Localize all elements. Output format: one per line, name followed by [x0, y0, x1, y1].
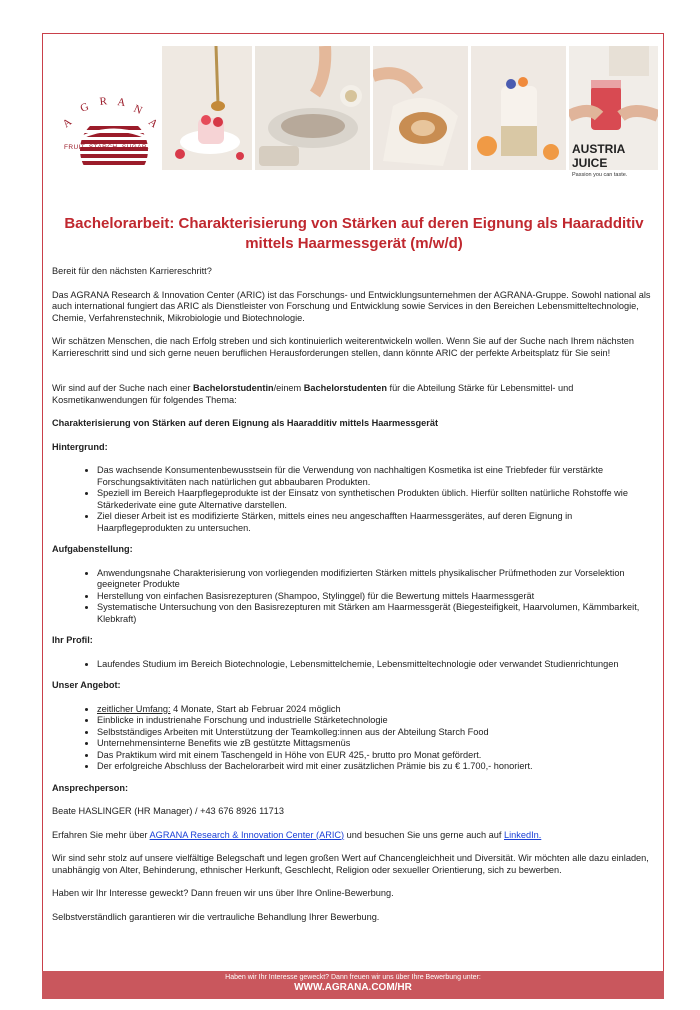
search-bold-male: Bachelorstudenten	[303, 383, 387, 393]
background-heading: Hintergrund:	[52, 441, 108, 452]
partner-title-line-1: AUSTRIA	[572, 142, 626, 156]
svg-text:N: N	[131, 102, 144, 117]
contact-heading: Ansprechperson:	[52, 782, 129, 793]
list-item: • Selbstständiges Arbeiten mit Unterstützung der Teamkolleg:innen aus der Abteilung Starch Food	[97, 727, 658, 739]
topic-heading: Charakterisierung von Stärken auf deren Eignung als Haaradditiv mittels Haarmessgerät	[52, 418, 439, 428]
svg-text:G: G	[78, 100, 91, 115]
confidentiality-note: Selbstverständlich garantieren wir die vertrauliche Behandlung Ihrer Bewerbung.	[52, 911, 380, 922]
scope-label: zeitlicher Umfang:	[97, 703, 171, 714]
intro-people: Wir schätzen Menschen, die nach Erfolg streben und sich kontinuierlich weiterentwickeln wollen. Wenn Sie auf der Suche nach Ihrem nächsten Karriereschritt sind und sich gerne neuen beruflichen Herausforderungen stellen, dann könnte ARIC der perfekte Arbeitsplatz für Sie sein!	[52, 336, 635, 358]
apply-invitation: Haben wir Ihr Interesse geweckt? Dann freuen wir uns über Ihre Online-Bewerbung.	[52, 888, 394, 898]
profile-heading: Ihr Profil:	[52, 635, 93, 645]
partner-title-line-2: JUICE	[572, 156, 608, 170]
list-item: • Laufendes Studium im Bereich Biotechnologie, Lebensmittelchemie, Lebensmitteltechnologie oder verwandet Studienrichtungen	[97, 659, 658, 671]
agrana-logo	[60, 86, 170, 196]
list-item: • Einblicke in industrienahe Forschung und industrielle Stärketechnologie	[97, 715, 658, 727]
diversity-statement: Wir sind sehr stolz auf unsere vielfältige Belegschaft und legen großen Wert auf Chancengleichheit und Diversität. Wir möchten alle dazu einladen, unabhängig von Alter, Behinderung, ethnischer Herkunft, Geschlecht, Religion oder sexueller Orientierung, sich zu bewerben.	[52, 853, 649, 875]
scope-value: 4 Monate, Start ab Februar 2024 möglich	[170, 703, 341, 714]
offer-heading: Unser Angebot:	[52, 680, 121, 690]
intro-search	[52, 383, 658, 406]
list-item: • Anwendungsnahe Charakterisierung von vorliegenden modifizierten Stärken mittels physikalischer Prüfmethoden zur Vorselektion geeigneter Produkte	[97, 568, 658, 591]
more-info	[52, 830, 658, 842]
search-text-a: Wir sind auf der Suche nach einer	[52, 383, 193, 393]
food-photo-1	[162, 46, 252, 170]
job-title: Bachelorarbeit: Charakterisierung von Stärken auf deren Eignung als Haaradditiv mittels Haarmessgerät (m/w/d)	[64, 215, 644, 252]
offer-list	[52, 704, 658, 773]
tasks-list	[52, 568, 658, 626]
svg-text:A: A	[60, 116, 75, 131]
food-photo-3	[373, 46, 468, 170]
logo-tagline: FRUIT. STARCH. SUGAR.	[64, 144, 150, 151]
list-item: • Das wachsende Konsumentenbewusstsein für die Verwendung von nachhaltigen Kosmetika ist eine Triebfeder für verstärkte Forschungsaktivitäten nach natürlichen gut abbaubaren Produkten.	[97, 465, 658, 488]
job-description	[52, 266, 658, 935]
search-bold-female: Bachelorstudentin	[192, 383, 274, 393]
footer-banner	[42, 971, 664, 999]
list-item	[97, 704, 658, 716]
svg-text:R: R	[99, 95, 108, 108]
list-item: • Das Praktikum wird mit einem Taschengeld in Höhe von EUR 425,- brutto pro Monat gefördert.	[97, 750, 658, 762]
more-text-a: Erfahren Sie mehr über	[52, 829, 150, 840]
list-item: • Herstellung von einfachen Basisrezepturen (Shampoo, Stylinggel) für die Bewertung mittels Haarmessgerät	[97, 591, 658, 603]
background-list	[52, 465, 658, 534]
search-text-c: /einem	[273, 383, 304, 393]
tasks-heading: Aufgabenstellung:	[52, 544, 133, 554]
list-item: • Der erfolgreiche Abschluss der Bachelorarbeit wird mit einer zusätzlichen Prämie bis zu € 1.700,- honoriert.	[97, 761, 658, 773]
austria-juice-logo	[572, 142, 656, 178]
search-text-e: für die Abteilung Stärke für Lebensmittel- und Kosmetikanwendungen für folgendes Thema:	[52, 383, 574, 405]
more-text-b: und besuchen Sie uns gerne auch auf	[344, 829, 504, 840]
list-item: • Speziell im Bereich Haarpflegeprodukte ist der Einsatz von synthetischen Produkten üblich. Hierfür sollten natürliche Rohstoffe wie Stärkederivate eine gute Alternative darstellen.	[97, 488, 658, 511]
contact-person: Beate HASLINGER (HR Manager) / +43 676 8926 11713	[52, 806, 284, 816]
svg-text:A: A	[116, 96, 127, 110]
intro-company: Das AGRANA Research & Innovation Center (ARIC) ist das Forschungs- und Entwicklungsunternehmen der AGRANA-Gruppe. Sowohl national als auch international fungiert das ARIC als Dienstleister von Forschung und Entwicklung sowie Services in den Bereichen Lebensmitteltechnologie, Chemie, Verfahrenstechnik, Mikrobiologie und Biotechnologie.	[52, 289, 651, 323]
intro-question: Bereit für den nächsten Karriereschritt?	[52, 266, 212, 276]
footer-line-1: Haben wir Ihr Interesse geweckt? Dann freuen wir uns über Ihre Bewerbung unter:	[225, 974, 481, 981]
aric-link[interactable]: AGRANA Research & Innovation Center (ARIC)	[149, 829, 345, 840]
svg-text:A: A	[146, 116, 160, 131]
header-banner	[50, 46, 658, 200]
list-item: • Systematische Untersuchung von den Basisrezepturen mit Stärken am Haarmessgerät (Biegesteifigkeit, Haarvolumen, Kämmbarkeit, Klebkraft)	[97, 602, 658, 625]
list-item: • Ziel dieser Arbeit ist es modifizierte Stärken, mittels eines neu angeschafften Haarmessgerätes, auf deren Eignung in Haarpflegeprodukten zu untersuchen.	[97, 511, 658, 534]
food-photo-4	[471, 46, 566, 170]
linkedin-link[interactable]: LinkedIn.	[504, 829, 542, 840]
partner-tagline: Passion you can taste.	[572, 172, 628, 178]
food-photo-2	[255, 46, 370, 170]
footer-url[interactable]: WWW.AGRANA.COM/HR	[294, 982, 412, 993]
profile-list	[52, 659, 658, 671]
list-item: • Unternehmensinterne Benefits wie zB gestützte Mittagsmenüs	[97, 738, 658, 750]
